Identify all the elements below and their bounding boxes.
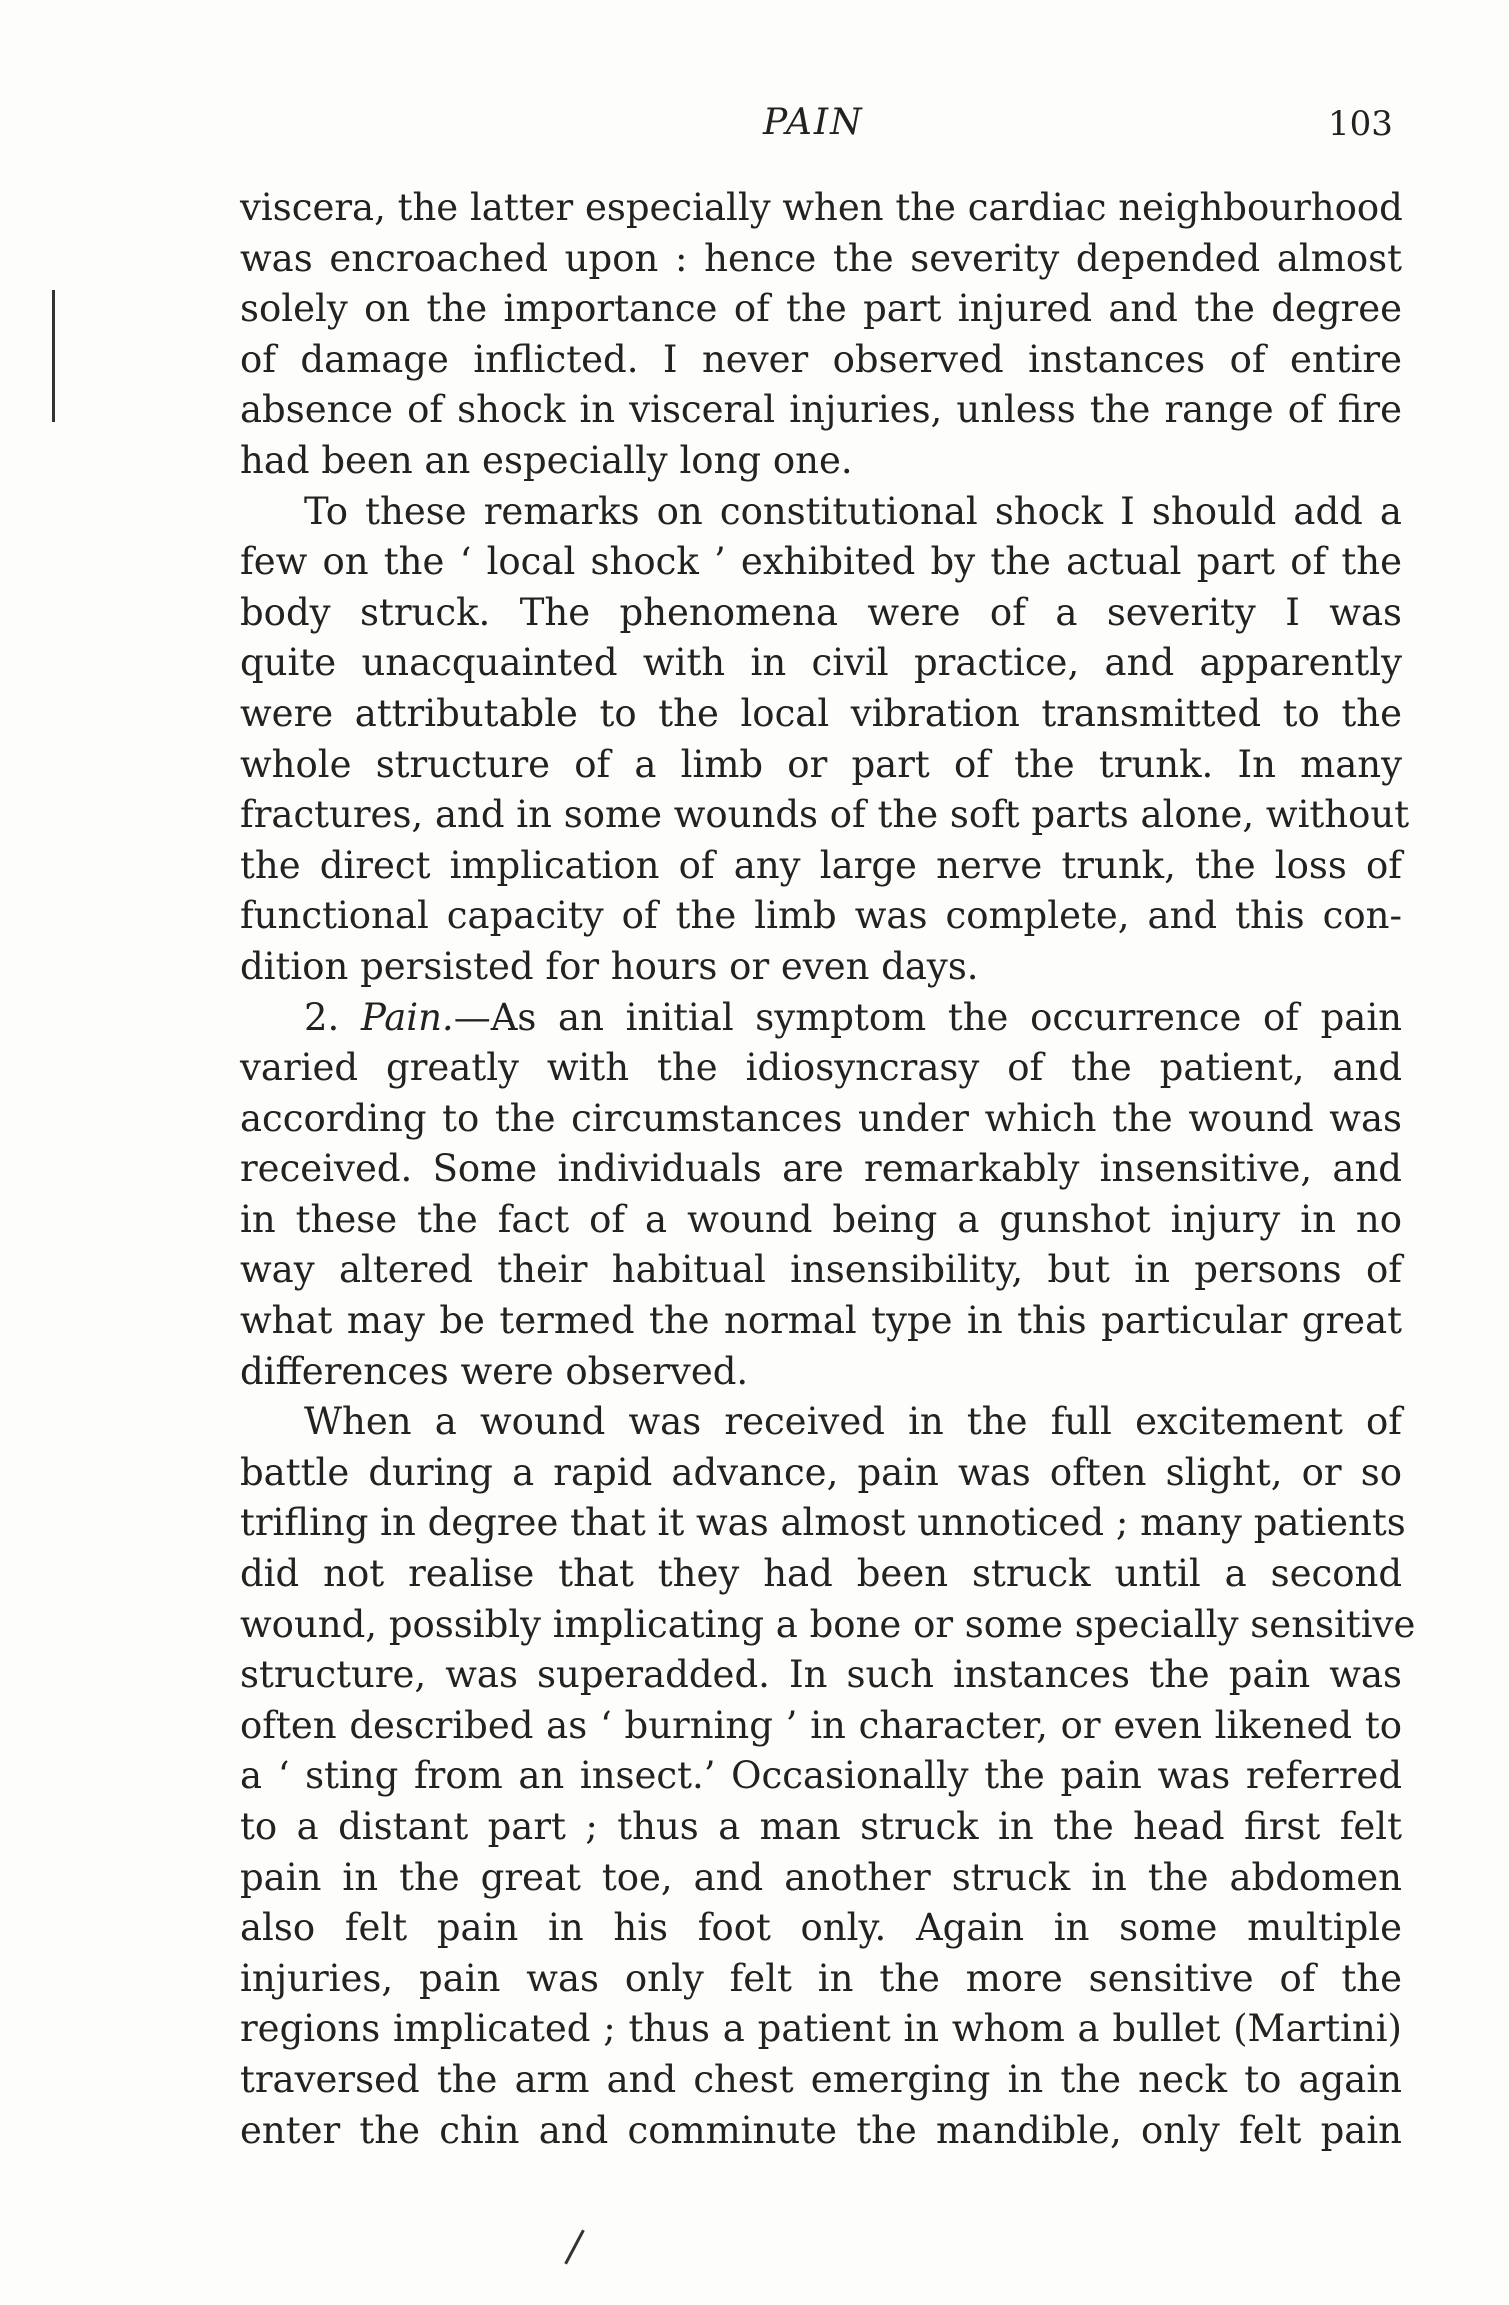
text-line: what may be termed the normal type in this particular great xyxy=(240,1299,1402,1343)
section-heading: Pain. xyxy=(360,995,454,1039)
margin-line-mark xyxy=(52,290,55,422)
text-line: of damage inflicted. I never observed instances of entire xyxy=(240,337,1402,381)
text-line: fractures, and in some wounds of the soft parts alone, without xyxy=(240,793,1410,837)
text-line: functional capacity of the limb was complete, and this con- xyxy=(240,894,1402,938)
body-text xyxy=(240,183,1416,2156)
section-first-line-rest: —As an initial symptom the occurrence of pain xyxy=(453,995,1403,1039)
text-line: according to the circumstances under which the wound was xyxy=(240,1096,1402,1140)
text-line: few on the ‘ local shock ’ exhibited by the actual part of the xyxy=(240,540,1402,584)
text-line: were attributable to the local vibration transmitted to the xyxy=(240,691,1402,735)
section-number: 2. xyxy=(304,995,340,1039)
text-line: solely on the importance of the part injured and the degree xyxy=(240,287,1402,331)
paragraph-shock-continued xyxy=(240,183,1402,487)
text-line: varied greatly with the idiosyncrasy of the patient, and xyxy=(240,1046,1402,1090)
text-line: absence of shock in visceral injuries, unless the range of fire xyxy=(240,388,1402,432)
text-line: viscera, the latter especially when the cardiac neighbourhood xyxy=(240,186,1403,229)
text-line: often described as ‘ burning ’ in character, or even likened to xyxy=(240,1703,1402,1747)
text-line: the direct implication of any large nerve trunk, the loss of xyxy=(240,843,1402,887)
text-line: in these the fact of a wound being a gunshot injury in no xyxy=(240,1197,1402,1241)
text-line: injuries, pain was only felt in the more sensitive of the xyxy=(240,1956,1402,2000)
text-line: differences were observed. xyxy=(240,1349,749,1393)
text-line: dition persisted for hours or even days. xyxy=(240,944,979,988)
running-title: PAIN xyxy=(763,102,864,143)
text-line: received. Some individuals are remarkably insensitive, and xyxy=(240,1147,1402,1191)
text-line: body struck. The phenomena were of a severity I was xyxy=(240,590,1402,634)
text-line: did not realise that they had been struck until a second xyxy=(240,1552,1402,1596)
section-pain xyxy=(240,993,1402,1398)
text-line: whole structure of a limb or part of the trunk. In many xyxy=(240,742,1402,786)
paragraph-local-shock xyxy=(240,487,1410,993)
text-line: structure, was superadded. In such instances the pain was xyxy=(240,1653,1402,1697)
text-line: way altered their habitual insensibility, but in persons of xyxy=(240,1248,1402,1292)
section-first-line xyxy=(240,993,1402,1044)
text-line: had been an especially long one. xyxy=(240,438,853,482)
text-line: enter the chin and comminute the mandible, only felt pain xyxy=(240,2108,1402,2152)
text-line: When a wound was received in the full excitement of xyxy=(304,1400,1402,1444)
text-line: pain in the great toe, and another struck in the abdomen xyxy=(240,1855,1402,1899)
running-header xyxy=(0,102,1509,162)
stray-pen-mark xyxy=(564,2230,584,2265)
text-line: was encroached upon : hence the severity depended almost xyxy=(240,236,1402,280)
text-line: quite unacquainted with in civil practice, and apparently xyxy=(240,641,1402,685)
paragraph-battle-wounds xyxy=(240,1397,1416,2156)
text-line: To these remarks on constitutional shock I should add a xyxy=(304,489,1402,533)
text-line: trifling in degree that it was almost unnoticed ; many patients xyxy=(240,1501,1406,1545)
text-line: battle during a rapid advance, pain was often slight, or so xyxy=(240,1450,1402,1494)
text-line: to a distant part ; thus a man struck in the head first felt xyxy=(240,1805,1402,1848)
text-line: a ‘ sting from an insect.’ Occasionally the pain was referred xyxy=(240,1754,1402,1798)
text-line: traversed the arm and chest emerging in the neck to again xyxy=(240,2057,1402,2101)
text-line: also felt pain in his foot only. Again in some multiple xyxy=(240,1906,1402,1950)
text-line: wound, possibly implicating a bone or some specially sensitive xyxy=(240,1602,1416,1646)
page-number: 103 xyxy=(1328,104,1393,144)
text-line: regions implicated ; thus a patient in whom a bullet (Martini) xyxy=(240,2007,1402,2051)
